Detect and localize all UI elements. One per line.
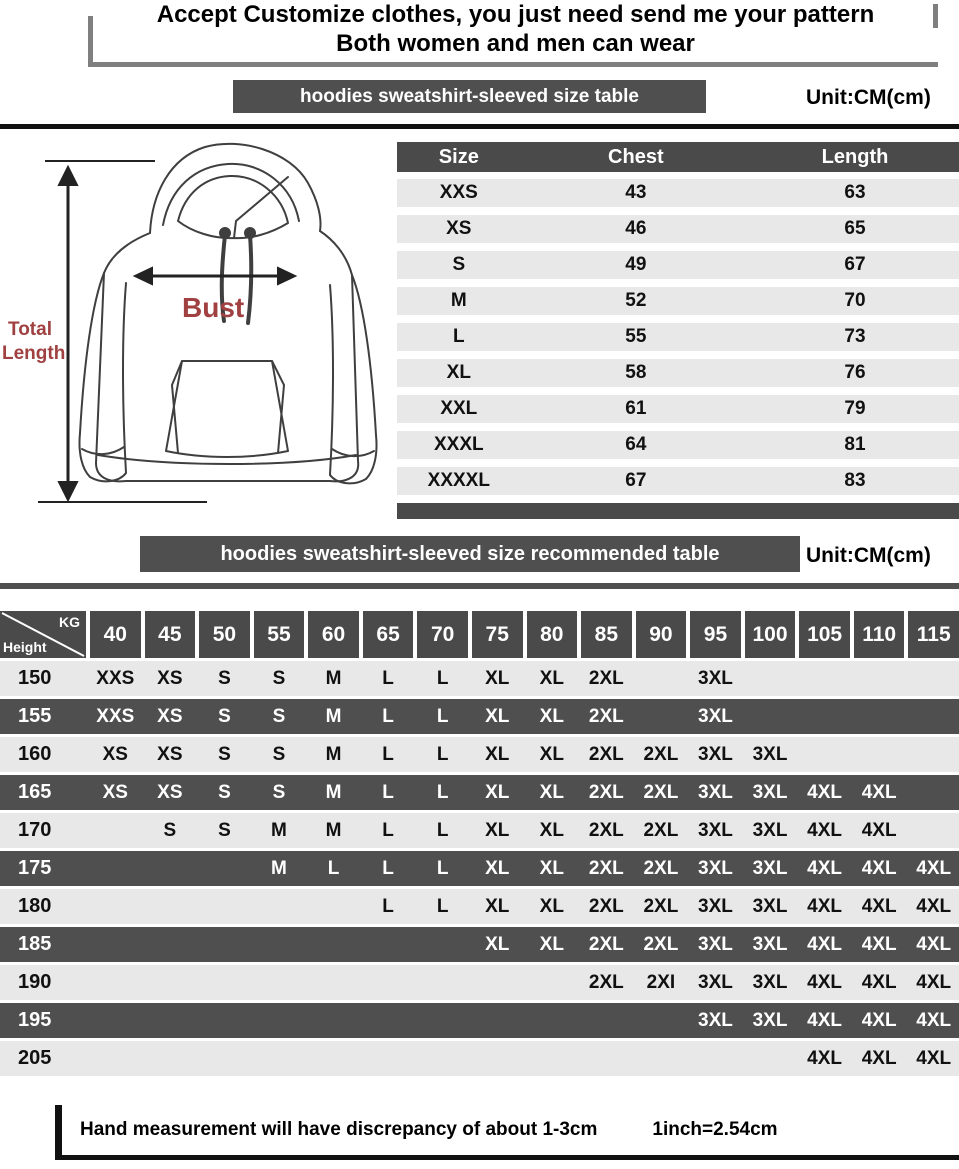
recommended-size-cell: 2XL <box>643 743 679 765</box>
recommended-size-cell: 3XL <box>752 743 788 765</box>
recommended-size-cell: 4XL <box>861 933 897 955</box>
recommended-size-cell: 3XL <box>698 667 733 689</box>
recommended-size-cell: XL <box>539 895 564 917</box>
recommended-size-cell: 4XL <box>861 857 897 879</box>
recommended-size-cell: 3XL <box>698 705 733 727</box>
weight-column-header: 55 <box>254 611 305 658</box>
recommended-size-cell: S <box>218 743 231 765</box>
top-divider <box>0 124 959 129</box>
recommended-size-cell: L <box>327 857 340 879</box>
matrix-header-row <box>0 611 959 658</box>
recommended-size-cell: 3XL <box>698 1009 733 1031</box>
recommended-size-cell: 2XL <box>643 895 679 917</box>
recommended-size-cell: L <box>436 781 449 803</box>
height-label: 150 <box>18 667 52 689</box>
recommended-size-cell: L <box>436 743 449 765</box>
recommended-size-cell: L <box>382 781 394 803</box>
column-header-chest: Chest <box>608 145 664 168</box>
size-table-row <box>397 323 959 351</box>
total-length-arrow-bottom <box>59 482 77 500</box>
recommended-size-cell: 3XL <box>698 895 733 917</box>
height-label: 180 <box>18 895 52 917</box>
height-label: 190 <box>18 971 52 993</box>
inch-conversion-note: 1inch=2.54cm <box>652 1119 778 1140</box>
size-cell: XXS <box>439 182 478 203</box>
recommended-size-cell: XL <box>485 667 510 689</box>
recommended-size-cell: L <box>436 857 449 879</box>
recommended-size-cell: XL <box>539 667 564 689</box>
recommended-size-cell: 4XL <box>861 781 897 803</box>
recommended-size-cell: XL <box>539 705 564 727</box>
weight-column-header: 110 <box>854 611 905 658</box>
recommended-size-cell: 4XL <box>861 971 897 993</box>
recommended-size-cell: 2XI <box>646 971 676 993</box>
matrix-row <box>0 1003 959 1038</box>
length-cell: 76 <box>844 362 866 383</box>
length-cell: 73 <box>844 326 866 347</box>
size-table-header-row <box>397 142 959 172</box>
recommended-size-cell: 3XL <box>698 857 733 879</box>
size-table-row <box>397 215 959 243</box>
recommended-size-cell: XL <box>485 781 510 803</box>
total-length-label-line2: Length <box>2 343 66 364</box>
recommended-size-cell: XS <box>157 781 183 803</box>
total-length-arrow-top <box>59 167 77 185</box>
recommended-size-cell: 4XL <box>807 971 843 993</box>
total-length-label-line1: Total <box>8 319 52 340</box>
recommended-size-cell: XL <box>485 857 510 879</box>
size-cell: S <box>452 254 466 275</box>
recommended-size-cell: 4XL <box>807 781 843 803</box>
size-cell: XXXL <box>434 434 484 455</box>
length-cell: 83 <box>844 470 866 491</box>
recommended-size-cell: XL <box>485 933 510 955</box>
recommended-size-cell: 4XL <box>807 857 843 879</box>
recommended-size-cell: 2XL <box>588 857 624 879</box>
weight-column-header: 70 <box>417 611 468 658</box>
recommended-size-cell: S <box>272 705 286 727</box>
size-table-row <box>397 431 959 459</box>
recommended-size-cell: 4XL <box>861 1047 897 1069</box>
chest-cell: 43 <box>625 182 647 203</box>
corner-height-label: Height <box>3 639 47 655</box>
bust-label: Bust <box>182 292 245 323</box>
height-label: 185 <box>18 933 52 955</box>
matrix-row <box>0 661 959 696</box>
size-table-row <box>397 467 959 495</box>
recommended-size-cell: 3XL <box>752 857 788 879</box>
matrix-row <box>0 699 959 734</box>
recommended-size-cell: 4XL <box>916 933 952 955</box>
matrix-row <box>0 889 959 924</box>
recommended-size-cell: L <box>382 667 394 689</box>
recommended-size-cell: L <box>436 705 449 727</box>
recommended-size-cell: XXS <box>96 667 135 689</box>
right-eyelet <box>245 228 255 238</box>
recommended-size-cell: S <box>218 667 231 689</box>
recommended-size-cell: 4XL <box>916 1009 952 1031</box>
size-table-row <box>397 395 959 423</box>
recommended-size-cell: 4XL <box>861 819 897 841</box>
right-drawstring <box>248 235 251 323</box>
recommended-size-cell: L <box>382 857 394 879</box>
recommended-size-cell: 2XL <box>588 819 624 841</box>
recommended-size-cell: 2XL <box>588 743 624 765</box>
hood-inner-seam <box>234 177 288 238</box>
recommended-size-cell: 2XL <box>588 781 624 803</box>
weight-column-header: 95 <box>690 611 741 658</box>
weight-column-header: 45 <box>145 611 196 658</box>
recommended-size-cell: 3XL <box>752 819 788 841</box>
height-label: 155 <box>18 705 52 727</box>
page-title-line2: Both women and men can wear <box>336 30 695 57</box>
recommended-size-cell: 2XL <box>588 933 624 955</box>
recommended-size-cell: S <box>163 819 177 841</box>
hood-outer-fold <box>163 164 299 225</box>
measurement-note-box <box>55 1105 959 1160</box>
column-header-length: Length <box>821 145 889 168</box>
size-table-row <box>397 179 959 207</box>
recommended-size-cell: L <box>382 743 394 765</box>
chest-cell: 52 <box>625 290 647 311</box>
weight-column-header: 85 <box>581 611 632 658</box>
size-table-row <box>397 251 959 279</box>
matrix-body <box>0 661 959 1076</box>
recommended-size-cell: XL <box>539 857 564 879</box>
size-cell: L <box>453 326 465 347</box>
weight-column-header: 90 <box>636 611 687 658</box>
body-outline <box>96 231 358 481</box>
matrix-corner-cell <box>0 611 86 658</box>
size-cell: XXXXL <box>427 470 490 491</box>
recommended-size-cell: XL <box>485 743 510 765</box>
recommended-size-cell: L <box>382 819 394 841</box>
weight-column-header: 65 <box>363 611 414 658</box>
recommended-size-cell: M <box>271 857 287 879</box>
recommended-size-cell: XL <box>539 743 564 765</box>
recommended-size-cell: M <box>325 667 342 689</box>
recommended-size-cell: XL <box>539 781 564 803</box>
recommended-size-cell: 4XL <box>807 895 843 917</box>
recommended-size-cell: 4XL <box>807 819 843 841</box>
length-cell: 81 <box>844 434 866 455</box>
recommended-size-cell: M <box>325 743 342 765</box>
recommended-size-cell: 2XL <box>588 895 624 917</box>
matrix-row <box>0 851 959 886</box>
recommended-size-cell: 2XL <box>643 857 679 879</box>
size-table-section-bar: hoodies sweatshirt-sleeved size table <box>233 80 706 113</box>
chest-cell: 61 <box>625 398 647 419</box>
height-label: 175 <box>18 857 52 879</box>
recommended-size-cell: L <box>436 667 449 689</box>
chest-cell: 46 <box>625 218 647 239</box>
recommended-size-cell: 3XL <box>698 971 733 993</box>
recommended-size-cell: XL <box>485 705 510 727</box>
chest-cell: 64 <box>625 434 647 455</box>
recommended-size-cell: 2XL <box>588 971 624 993</box>
chest-cell: 49 <box>625 254 647 275</box>
hood-outline <box>150 144 321 233</box>
recommended-size-cell: M <box>271 819 287 841</box>
recommended-size-cell: XS <box>157 743 183 765</box>
size-table-unit-label: Unit:CM(cm) <box>806 86 931 109</box>
size-cell: M <box>450 290 467 311</box>
weight-column-header: 80 <box>527 611 578 658</box>
recommended-size-cell: 3XL <box>752 895 788 917</box>
height-label: 195 <box>18 1009 52 1031</box>
matrix-row <box>0 1041 959 1076</box>
length-cell: 70 <box>844 290 866 311</box>
weight-column-header: 100 <box>745 611 796 658</box>
recommended-size-cell: 2XL <box>588 667 624 689</box>
recommended-size-cell: S <box>272 667 286 689</box>
recommended-size-cell: 2XL <box>643 933 679 955</box>
height-label: 160 <box>18 743 52 765</box>
recommended-size-cell: S <box>218 819 231 841</box>
recommended-size-cell: 4XL <box>916 1047 952 1069</box>
matrix-row <box>0 965 959 1000</box>
size-cell: XXL <box>440 398 478 419</box>
recommended-size-cell: XS <box>102 743 128 765</box>
recommended-size-cell: XXS <box>96 705 135 727</box>
matrix-row <box>0 775 959 810</box>
recommended-size-cell: 4XL <box>916 895 952 917</box>
recommended-size-cell: 4XL <box>807 1047 843 1069</box>
length-cell: 63 <box>844 182 866 203</box>
size-recommendation-matrix <box>0 611 959 1079</box>
recommended-size-cell: XS <box>102 781 128 803</box>
recommended-size-cell: XL <box>539 933 564 955</box>
recommended-size-cell: 4XL <box>916 971 952 993</box>
recommended-size-cell: M <box>325 705 342 727</box>
recommended-size-cell: 3XL <box>698 743 733 765</box>
recommended-size-cell: 2XL <box>643 781 679 803</box>
size-cell: XS <box>446 218 472 239</box>
corner-kg-label: KG <box>59 614 80 630</box>
chest-cell: 67 <box>625 470 647 491</box>
left-eyelet <box>220 228 230 238</box>
size-table-row <box>397 287 959 315</box>
length-cell: 67 <box>844 254 866 275</box>
recommended-size-cell: S <box>272 743 286 765</box>
recommended-size-cell: 3XL <box>698 933 733 955</box>
recommended-size-cell: 4XL <box>807 1009 843 1031</box>
recommended-size-cell: L <box>436 819 449 841</box>
length-cell: 65 <box>844 218 866 239</box>
recommended-size-cell: 3XL <box>752 933 788 955</box>
chest-cell: 55 <box>625 326 647 347</box>
size-table-row <box>397 359 959 387</box>
recommended-size-cell: XS <box>157 705 183 727</box>
page-title-line1: Accept Customize clothes, you just need send me your pattern <box>156 1 875 28</box>
weight-column-header: 60 <box>308 611 359 658</box>
height-label: 165 <box>18 781 52 803</box>
recommended-size-cell: 4XL <box>916 857 952 879</box>
height-label: 205 <box>18 1047 52 1069</box>
recommended-size-cell: 2XL <box>643 819 679 841</box>
recommended-size-cell: 3XL <box>752 781 788 803</box>
recommended-size-cell: L <box>382 705 394 727</box>
recommended-table-section-bar: hoodies sweatshirt-sleeved size recommended table <box>140 536 800 572</box>
weight-column-header: 115 <box>908 611 959 658</box>
recommended-size-cell: 2XL <box>588 705 624 727</box>
chest-cell: 58 <box>625 362 647 383</box>
hood-opening <box>178 176 288 238</box>
column-header-size: Size <box>438 145 479 168</box>
recommended-size-cell: L <box>436 895 449 917</box>
weight-column-header: 50 <box>199 611 250 658</box>
size-table-body <box>397 179 959 495</box>
bust-arrow-left <box>135 268 152 284</box>
measurement-note: Hand measurement will have discrepancy of about 1-3cm <box>80 1119 598 1140</box>
recommended-size-cell: 4XL <box>807 933 843 955</box>
recommended-size-cell: XL <box>485 895 510 917</box>
weight-column-header: 105 <box>799 611 850 658</box>
recommended-size-cell: 3XL <box>752 1009 788 1031</box>
recommended-size-cell: 3XL <box>698 819 733 841</box>
recommended-size-cell: 4XL <box>861 895 897 917</box>
length-cell: 79 <box>844 398 866 419</box>
title-box <box>88 1 938 67</box>
recommended-size-cell: S <box>272 781 286 803</box>
height-label: 170 <box>18 819 52 841</box>
recommended-size-cell: S <box>218 781 231 803</box>
recommended-size-cell: 3XL <box>752 971 788 993</box>
recommended-size-cell: 4XL <box>861 1009 897 1031</box>
weight-column-header: 75 <box>472 611 523 658</box>
bust-arrow-right <box>278 268 295 284</box>
recommended-size-cell: S <box>218 705 231 727</box>
weight-column-header: 40 <box>90 611 141 658</box>
recommended-size-cell: M <box>325 819 342 841</box>
middle-divider <box>0 583 959 589</box>
kangaroo-pocket <box>166 361 288 457</box>
matrix-row <box>0 927 959 962</box>
recommended-size-cell: XL <box>485 819 510 841</box>
hoodie-measurement-diagram <box>0 133 397 525</box>
recommended-size-cell: L <box>382 895 394 917</box>
recommended-size-cell: XL <box>539 819 564 841</box>
recommended-table-unit-label: Unit:CM(cm) <box>806 544 931 567</box>
matrix-row <box>0 813 959 848</box>
size-table-footer-bar <box>397 503 959 519</box>
matrix-row <box>0 737 959 772</box>
size-chart-table <box>397 142 959 519</box>
recommended-size-cell: M <box>325 781 342 803</box>
left-cuff <box>82 447 124 454</box>
size-cell: XL <box>446 362 471 383</box>
recommended-size-cell: 3XL <box>698 781 733 803</box>
recommended-size-cell: XS <box>157 667 183 689</box>
